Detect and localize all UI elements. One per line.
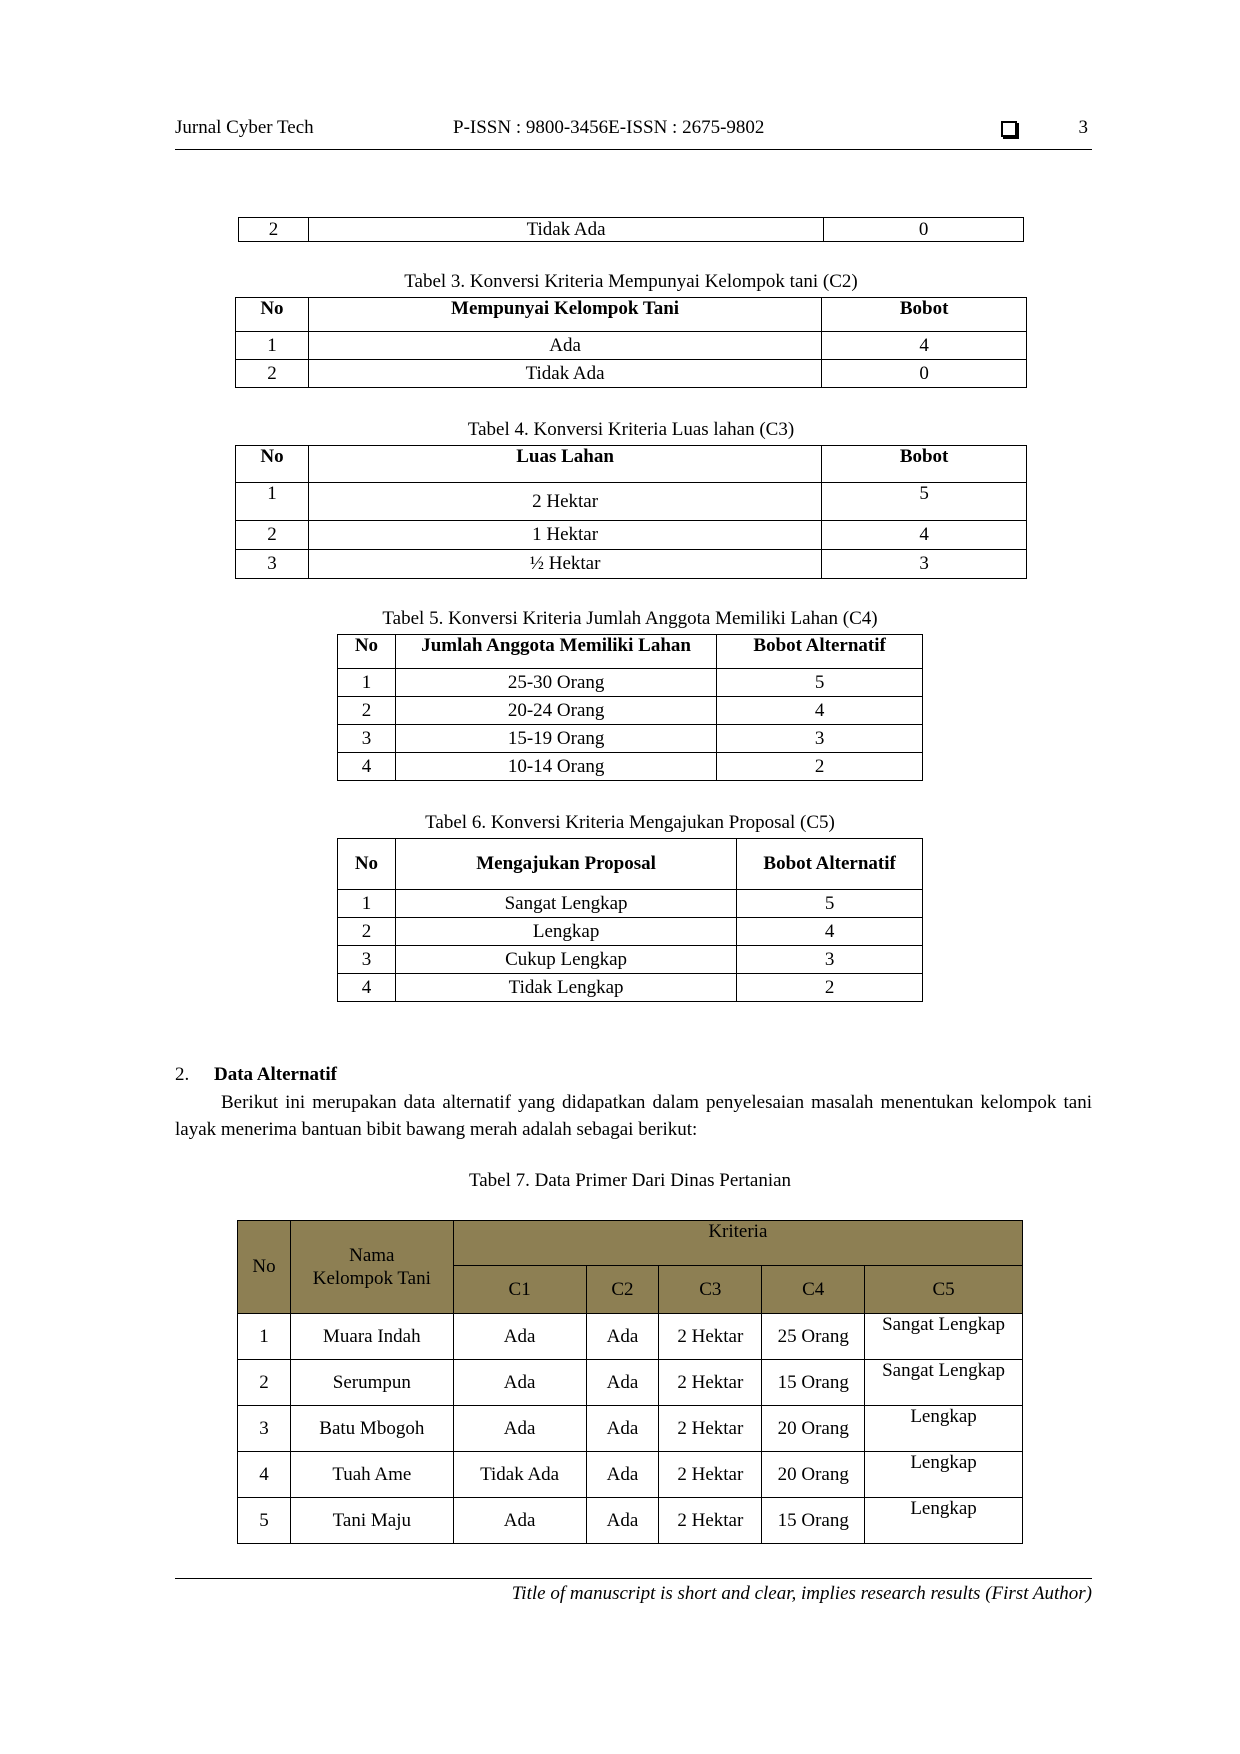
cell: Cukup Lengkap [395,946,736,974]
table-row [338,753,923,781]
table-row [338,725,923,753]
cell: Tidak Ada [308,360,821,388]
table-row [338,890,923,918]
header-cell: Luas Lahan [308,446,821,483]
table-row [338,946,923,974]
cell: 2 [238,1360,291,1406]
table4-caption: Tabel 4. Konversi Kriteria Luas lahan (C3) [467,419,795,440]
header-cell: Kriteria [453,1221,1022,1266]
table5-caption: Tabel 5. Konversi Kriteria Jumlah Anggota Memiliki Lahan (C4) [382,608,878,629]
cell: Tidak Ada [308,218,823,242]
cell: Ada [586,1314,659,1360]
cell: 15 Orang [762,1498,865,1544]
table-header-row [338,635,923,669]
table-row [238,1360,1023,1406]
table-row [236,550,1027,579]
table-row [338,669,923,697]
page-number: 3 [1078,117,1088,138]
table-header-row [236,298,1027,332]
journal-name: Jurnal Cyber Tech [175,117,314,138]
table-row [236,360,1027,388]
cell: 2 Hektar [659,1406,762,1452]
table-row [238,1314,1023,1360]
cell: 20 Orang [762,1406,865,1452]
cell: Ada [586,1360,659,1406]
cell: Tuah Ame [290,1452,453,1498]
cell: 2 Hektar [308,483,821,521]
cell: 4 [822,521,1027,550]
cell: 2 Hektar [659,1498,762,1544]
page-footer: Title of manuscript is short and clear, implies research results (First Author) [511,1583,1092,1604]
cell: 1 [338,890,396,918]
section-title: Data Alternatif [214,1064,337,1085]
cell: Serumpun [290,1360,453,1406]
table-row [338,697,923,725]
cell: 5 [737,890,923,918]
header-cell: Nama Kelompok Tani [290,1221,453,1314]
cell: Ada [453,1498,586,1544]
issn-text: P-ISSN : 9800-3456E-ISSN : 2675-9802 [453,117,765,138]
header-cell: Mempunyai Kelompok Tani [308,298,821,332]
table3 [235,297,1027,388]
header-cell: No [236,298,309,332]
cell: 10-14 Orang [395,753,716,781]
header-cell: Bobot Alternatif [717,635,923,669]
header-cell: No [338,635,396,669]
cell: 4 [822,332,1027,360]
header-cell: C4 [762,1266,865,1314]
table-row [238,1406,1023,1452]
cell: Ada [453,1360,586,1406]
cell: 20-24 Orang [395,697,716,725]
cell: 3 [737,946,923,974]
cell: 1 [236,332,309,360]
cell: Muara Indah [290,1314,453,1360]
cell: Tani Maju [290,1498,453,1544]
cell: Sangat Lengkap [865,1314,1023,1360]
cell: Ada [308,332,821,360]
cell: 5 [717,669,923,697]
cell: 2 Hektar [659,1314,762,1360]
cell: 0 [824,218,1024,242]
footer-divider [175,1578,1092,1579]
cell: ½ Hektar [308,550,821,579]
cell: 1 Hektar [308,521,821,550]
cell: 15 Orang [762,1360,865,1406]
header-cell: Bobot Alternatif [737,839,923,890]
table7 [237,1220,1023,1544]
cell: 3 [338,725,396,753]
cell: Ada [453,1406,586,1452]
cell: 15-19 Orang [395,725,716,753]
header-cell: No [338,839,396,890]
table6 [337,838,923,1002]
cell: 4 [338,974,396,1002]
cell: 5 [238,1498,291,1544]
section-heading [175,1064,337,1086]
cell: 1 [338,669,396,697]
header-cell: Bobot [822,298,1027,332]
table-header-row [238,1221,1023,1266]
cell: 5 [822,483,1027,521]
cell: 2 [239,218,309,242]
cell: Ada [586,1452,659,1498]
section-paragraph: Berikut ini merupakan data alternatif yang didapatkan dalam penyelesaian masalah menentukan kelompok tani layak menerima bantuan bibit bawang merah adalah sebagai berikut: [175,1092,1092,1140]
table6-caption: Tabel 6. Konversi Kriteria Mengajukan Proposal (C5) [425,812,835,833]
table4 [235,445,1027,579]
cell: 1 [236,483,309,521]
cell: 2 [737,974,923,1002]
header-cell: C2 [586,1266,659,1314]
cell: 4 [238,1452,291,1498]
table-header-row [338,839,923,890]
cell: Tidak Lengkap [395,974,736,1002]
cell: 4 [737,918,923,946]
page-header [175,117,1092,150]
header-cell: C3 [659,1266,762,1314]
table-row [236,483,1027,521]
cell: Ada [453,1314,586,1360]
table-header-row [236,446,1027,483]
cell: 2 [236,360,309,388]
header-cell: Mengajukan Proposal [395,839,736,890]
table-row [239,218,1024,242]
cell: 0 [822,360,1027,388]
table-row [338,974,923,1002]
cell: Lengkap [865,1452,1023,1498]
cell: 20 Orang [762,1452,865,1498]
header-cell: Jumlah Anggota Memiliki Lahan [395,635,716,669]
cell: 2 [236,521,309,550]
cell: 25-30 Orang [395,669,716,697]
cell: 1 [238,1314,291,1360]
table-row [338,918,923,946]
cell: 3 [717,725,923,753]
cell: Lengkap [865,1406,1023,1452]
cell: Lengkap [395,918,736,946]
table5 [337,634,923,781]
header-cell: No [238,1221,291,1314]
section-number: 2. [175,1064,190,1085]
table-row [238,1452,1023,1498]
cell: Sangat Lengkap [865,1360,1023,1406]
cell: 3 [236,550,309,579]
table7-caption: Tabel 7. Data Primer Dari Dinas Pertanian [468,1170,792,1191]
cell: 4 [338,753,396,781]
cell: Ada [586,1406,659,1452]
table-row [238,1498,1023,1544]
cell: 4 [717,697,923,725]
cell: 2 Hektar [659,1452,762,1498]
cell: 25 Orang [762,1314,865,1360]
table3-caption: Tabel 3. Konversi Kriteria Mempunyai Kelompok tani (C2) [404,271,858,292]
cell: Lengkap [865,1498,1023,1544]
cell: 3 [338,946,396,974]
table-row [236,521,1027,550]
cell: Sangat Lengkap [395,890,736,918]
cell: 2 [338,697,396,725]
cell: Tidak Ada [453,1452,586,1498]
cell: 3 [822,550,1027,579]
header-cell: C5 [865,1266,1023,1314]
cell: 2 [717,753,923,781]
cell: 2 Hektar [659,1360,762,1406]
table-row [236,332,1027,360]
cell: 2 [338,918,396,946]
header-cell: Bobot [822,446,1027,483]
header-cell: No [236,446,309,483]
table-top-continuation [238,217,1024,242]
cell: Ada [586,1498,659,1544]
cell: 3 [238,1406,291,1452]
header-cell: C1 [453,1266,586,1314]
cell: Batu Mbogoh [290,1406,453,1452]
